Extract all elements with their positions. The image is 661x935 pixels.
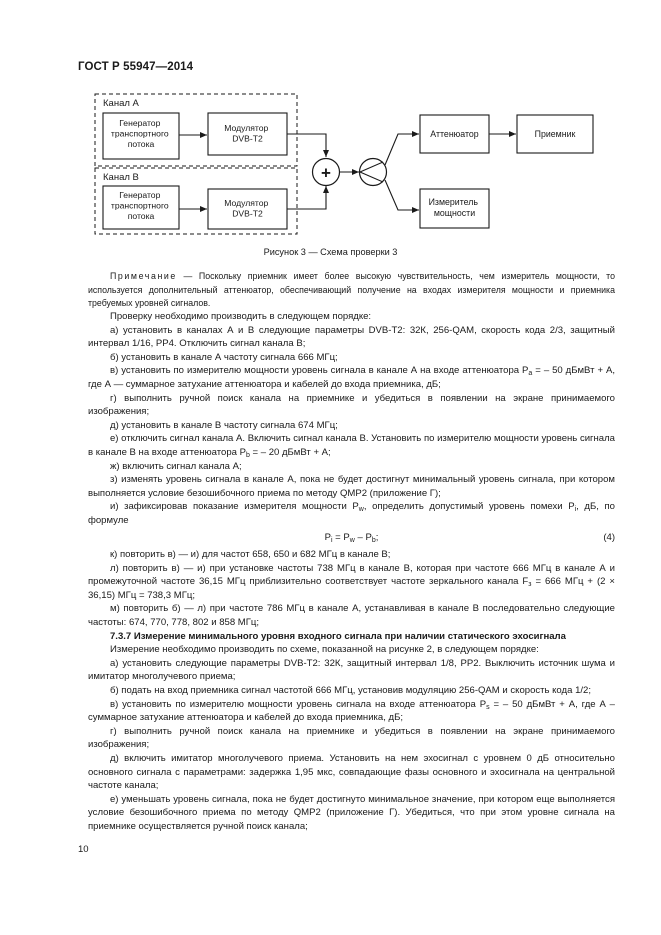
- generator-b-label: Генератор транспортного потока: [110, 190, 169, 221]
- list-item-m: м) повторить б) — л) при частоте 786 МГц в канале А, устанавливая в канале В последовательно следующие частоты: 674, 770, 778, 802 и 858 МГц;: [88, 603, 615, 629]
- body-text: [88, 310, 615, 834]
- modulator-a-label: Модулятор DVB-T2: [224, 123, 269, 144]
- list-item-b: б) установить в канале А частоту сигнала 666 МГц;: [110, 351, 338, 363]
- paragraph: Измерение необходимо производить по схеме, показанной на рисунке 2, в следующем порядке:: [110, 644, 539, 656]
- list-item-a-2: а) установить следующие параметры DVB-T2: 32К, защитный интервал 1/8, PP2. Выключить источник шума и имитатор многолучевого приема;: [88, 657, 615, 683]
- list-item-v-2: в) установить по измерителю мощности уровень сигнала на входе аттенюатора $P_s$ = – 50 дБмВт + А, где А – суммарное затухание аттенюатора и кабелей до входа приемника, дБ;: [88, 698, 615, 724]
- note-label: Примечание: [110, 271, 177, 281]
- arrow-mod-b-to-adder: [287, 186, 326, 209]
- standard-header: ГОСТ Р 55947—2014: [78, 61, 194, 73]
- attenuator-label: Аттенюатор: [430, 129, 479, 139]
- list-item-zh: ж) включить сигнал канала А;: [110, 460, 242, 472]
- list-item-v: в) установить по измерителю мощности уровень сигнала в канале А на входе аттенюатора $P_a$ = – 50 дБмВт + А, где А — суммарное затухание аттенюатора и кабелей до входа приемника, дБ;: [88, 365, 615, 390]
- list-item-a: а) установить в каналах А и В следующие параметры DVB-T2: 32К, 256-QAM, скорость кода 2/3, защитный интервал 1/16, PP4. Отключить сигнал канала В;: [88, 324, 615, 350]
- note-text: — Поскольку приемник имеет более высокую чувствительность, чем измеритель мощности, то используется дополнительный аттенюатор, обеспечивающий получение на входах измерителя мощности и приемника требуемых уровней сигналов.: [88, 271, 615, 309]
- list-item-k: к) повторить в) — и) для частот 658, 650 и 682 МГц в канале В;: [110, 549, 391, 561]
- list-item-e-2: е) уменьшать уровень сигнала, пока не будет достигнуто минимальное значение, при котором еще выполняется условие безошибочного приема по методу QMP2 (приложение Г). Убедиться, что при этом уровне сигнала на приемнике осуществляется ручной поиск канала;: [88, 793, 615, 832]
- power-meter-label: Измеритель мощности: [428, 197, 478, 218]
- list-item-d: д) установить в канале В частоту сигнала 674 МГц;: [110, 419, 338, 431]
- arrow-mod-a-to-adder: [287, 134, 326, 157]
- list-item-g: г) выполнить ручной поиск канала на приемнике и убедиться в появлении на экране принимаемого изображения;: [88, 392, 615, 418]
- channel-a-label: Канал А: [103, 98, 139, 109]
- channel-b-label: Канал В: [103, 172, 139, 183]
- modulator-b-label: Модулятор DVB-T2: [224, 198, 269, 219]
- page-number: 10: [78, 844, 89, 855]
- arrow-splitter-to-attenuator: [385, 134, 419, 165]
- paragraph: Проверку необходимо производить в следующем порядке:: [110, 311, 372, 322]
- figure-caption: Рисунок 3 — Схема проверки 3: [263, 247, 398, 257]
- arrow-splitter-to-meter: [385, 180, 419, 210]
- figure-note: [88, 270, 615, 311]
- list-item-e: е) отключить сигнал канала А. Включить сигнал канала В. Установить по измерителю мощности уровень сигнала в канале В на входе аттенюатора $P_b$ = – 20 дБмВт + А;: [88, 433, 615, 459]
- list-item-g-2: г) выполнить ручной поиск канала на приемнике и убедиться в появлении на экране принимаемого изображения;: [88, 725, 615, 751]
- formula-4: $P_i = P_w - P_b$; (4): [324, 531, 615, 544]
- section-heading-7-3-7: 7.3.7 Измерение минимального уровня входного сигнала при наличии статического эхосигнала: [110, 630, 566, 642]
- generator-a-label: Генератор транспортного потока: [110, 118, 169, 149]
- formula-number: (4): [603, 531, 615, 543]
- list-item-z: з) изменять уровень сигнала в канале А, пока не будет достигнут минимальный уровень сигнала, при котором выполняется условие безошибочного приема по методу QMP2 (приложение Г);: [88, 474, 615, 499]
- list-item-i: и) зафиксировав показание измерителя мощности $P_w$, определить допустимый уровень помехи $P_i$, дБ, по формуле: [88, 501, 615, 526]
- list-item-l: л) повторить в) — и) при установке частоты 738 МГц в канале В, которая при частоте 666 МГц в канале А и промежуточной частоте 36,15 МГц приблизительно соответствует частоте зеркального канала $F_з = 666$ МГц + (2 × 36,15) МГц = 738,3 МГц;: [88, 562, 615, 601]
- receiver-label: Приемник: [534, 129, 576, 139]
- list-item-b-2: б) подать на вход приемника сигнал частотой 666 МГц, установив модуляцию 256-QAM и скорость кода 1/2;: [110, 685, 591, 697]
- adder-symbol: +: [321, 163, 331, 183]
- list-item-d-2: д) включить имитатор многолучевого приема. Установить на нем эхосигнал с уровнем 0 дБ относительно основного сигнала с параметрами: задержка 1,95 мкс, совпадающие фазы основного и эхосигнала на центральной частоте канала;: [88, 753, 615, 792]
- test-scheme-diagram: [0, 0, 661, 250]
